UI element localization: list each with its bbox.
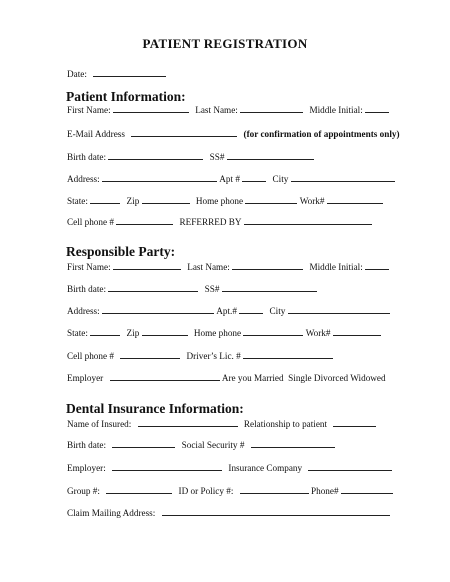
responsible-party-heading: Responsible Party:: [66, 244, 176, 259]
apt-label: Apt #: [219, 174, 240, 184]
middle-initial-field[interactable]: [365, 104, 389, 113]
rp-middle-initial-field[interactable]: [365, 261, 389, 270]
ins-birth-date-label: Birth date:: [67, 440, 107, 450]
rp-birth-date-label: Birth date:: [67, 284, 107, 294]
rp-city-field[interactable]: [288, 305, 390, 314]
rp-ssn-label: SS#: [204, 284, 220, 294]
last-name-field[interactable]: [240, 104, 303, 113]
work-label: Work#: [299, 196, 325, 206]
rp-cell-phone-label: Cell phone #: [67, 351, 114, 361]
birth-ssn-row: [67, 151, 314, 163]
middle-initial-label: Middle Initial:: [309, 105, 363, 115]
rp-employer-field[interactable]: [110, 372, 220, 381]
drivers-license-field[interactable]: [243, 350, 333, 359]
social-security-field[interactable]: [251, 439, 335, 448]
relationship-field[interactable]: [333, 418, 376, 427]
id-policy-label: ID or Policy #:: [178, 486, 234, 496]
patient-info-heading: Patient Information:: [66, 89, 186, 104]
group-policy-row: [67, 485, 393, 497]
insurance-company-field[interactable]: [308, 462, 392, 471]
date-row: [67, 68, 166, 80]
rp-first-name-label: First Name:: [67, 262, 111, 272]
ins-employer-field[interactable]: [112, 462, 222, 471]
social-security-label: Social Security #: [181, 440, 245, 450]
state-label: State:: [67, 196, 88, 206]
ins-phone-field[interactable]: [341, 485, 393, 494]
first-name-field[interactable]: [113, 104, 189, 113]
zip-field[interactable]: [142, 195, 190, 204]
rp-birth-date-field[interactable]: [108, 283, 198, 292]
cell-referred-row: [67, 216, 372, 228]
ins-birth-date-field[interactable]: [112, 439, 175, 448]
rp-state-phone-row: [67, 327, 381, 339]
group-field[interactable]: [106, 485, 172, 494]
rp-home-phone-field[interactable]: [243, 327, 303, 336]
ssn-field[interactable]: [227, 151, 314, 160]
claim-address-label: Claim Mailing Address:: [67, 508, 156, 518]
city-label: City: [272, 174, 289, 184]
rp-birth-ssn-row: [67, 283, 317, 295]
cell-phone-field[interactable]: [116, 216, 173, 225]
email-row: [67, 128, 400, 140]
rp-city-label: City: [269, 306, 286, 316]
referred-by-label: REFERRED BY: [179, 217, 242, 227]
zip-label: Zip: [126, 196, 140, 206]
relationship-label: Relationship to patient: [243, 419, 328, 429]
claim-address-row: [67, 507, 390, 519]
work-field[interactable]: [327, 195, 383, 204]
date-field[interactable]: [93, 68, 166, 77]
claim-address-field[interactable]: [162, 507, 390, 516]
rp-last-name-label: Last Name:: [187, 262, 230, 272]
id-policy-field[interactable]: [240, 485, 309, 494]
responsible-name-row: [67, 261, 389, 273]
address-row: [67, 173, 395, 185]
home-phone-field[interactable]: [245, 195, 297, 204]
last-name-label: Last Name:: [195, 105, 238, 115]
rp-state-field[interactable]: [90, 327, 120, 336]
state-field[interactable]: [90, 195, 120, 204]
rp-cell-phone-field[interactable]: [120, 350, 180, 359]
address-label: Address:: [67, 174, 100, 184]
rp-apt-field[interactable]: [239, 305, 263, 314]
rp-ssn-field[interactable]: [222, 283, 317, 292]
rp-apt-label: Apt.#: [216, 306, 237, 316]
rp-last-name-field[interactable]: [232, 261, 303, 270]
rp-zip-field[interactable]: [142, 327, 188, 336]
ins-phone-label: Phone#: [310, 486, 339, 496]
patient-name-row: [67, 104, 389, 116]
rp-work-field[interactable]: [333, 327, 381, 336]
email-field[interactable]: [131, 128, 237, 137]
rp-state-label: State:: [67, 328, 88, 338]
rp-employer-label: Employer: [67, 373, 104, 383]
form-title: PATIENT REGISTRATION: [142, 36, 308, 51]
ssn-label: SS#: [209, 152, 225, 162]
rp-cell-license-row: [67, 350, 333, 362]
address-field[interactable]: [102, 173, 217, 182]
home-phone-label: Home phone: [195, 196, 244, 206]
email-label: E-Mail Address: [67, 129, 125, 139]
cell-phone-label: Cell phone #: [67, 217, 114, 227]
city-field[interactable]: [291, 173, 395, 182]
referred-by-field[interactable]: [244, 216, 372, 225]
rp-home-phone-label: Home phone: [193, 328, 242, 338]
rp-address-row: [67, 305, 390, 317]
ins-employer-label: Employer:: [67, 463, 106, 473]
dental-insurance-heading: Dental Insurance Information:: [66, 401, 244, 416]
state-phone-row: [67, 195, 383, 207]
rp-middle-initial-label: Middle Initial:: [309, 262, 363, 272]
email-note: (for confirmation of appointments only): [243, 129, 400, 139]
rp-employer-row: [67, 372, 386, 384]
rp-work-label: Work#: [305, 328, 331, 338]
drivers-license-label: Driver’s Lic. #: [186, 351, 241, 361]
insured-row: [67, 418, 376, 430]
rp-address-field[interactable]: [102, 305, 214, 314]
rp-zip-label: Zip: [126, 328, 140, 338]
name-of-insured-field[interactable]: [138, 418, 238, 427]
insurance-company-label: Insurance Company: [228, 463, 303, 473]
group-label: Group #:: [67, 486, 100, 496]
rp-first-name-field[interactable]: [113, 261, 181, 270]
birth-date-label: Birth date:: [67, 152, 107, 162]
birth-date-field[interactable]: [108, 151, 203, 160]
marital-status-options[interactable]: Are you Married Single Divorced Widowed: [221, 373, 386, 383]
ins-birth-social-row: [67, 439, 335, 451]
apt-field[interactable]: [242, 173, 266, 182]
ins-employer-row: [67, 462, 392, 474]
date-label: Date:: [67, 69, 87, 79]
name-of-insured-label: Name of Insured:: [67, 419, 132, 429]
first-name-label: First Name:: [67, 105, 111, 115]
rp-address-label: Address:: [67, 306, 100, 316]
